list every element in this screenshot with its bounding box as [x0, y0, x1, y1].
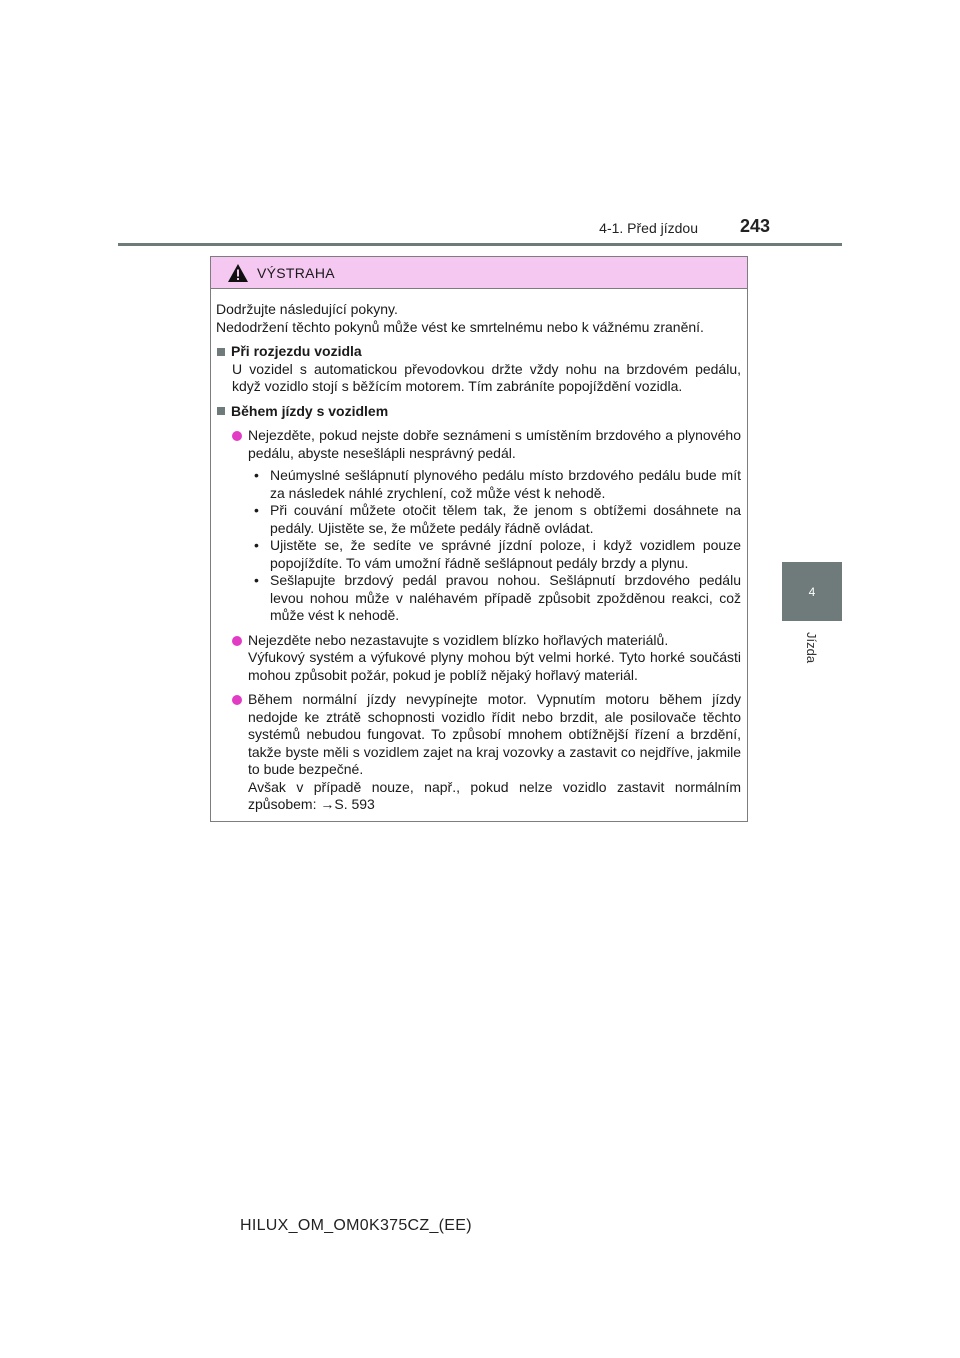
warning-header [211, 257, 747, 289]
chapter-tab [782, 562, 842, 621]
intro-line: Dodržujte následující pokyny. [216, 301, 398, 317]
square-bullet-icon [217, 348, 225, 356]
warning-box [210, 256, 748, 822]
sub-list-item [252, 572, 741, 625]
sub-item-text: Ujistěte se, že sedíte ve správné jízdní poloze, i když vozidlem pouze popojíždíte. To vám umožní řádně sešlápnout pedály brzdy a plynu. [270, 537, 741, 571]
header-divider [118, 243, 842, 246]
section-heading [216, 343, 741, 361]
square-bullet-icon [217, 407, 225, 415]
circle-bullet-icon [232, 636, 242, 646]
sub-list-item [252, 467, 741, 502]
sub-item-text: Při couvání můžete otočit tělem tak, že jenom s obtížemi dosáhnete na pedály. Ujistěte se, že můžete pedály řádně ovládat. [270, 502, 741, 536]
dot-bullet-icon: • [254, 572, 259, 588]
dot-bullet-icon: • [254, 502, 259, 518]
sub-list-item [252, 537, 741, 572]
circle-bullet-icon [232, 431, 242, 441]
warning-title: VÝSTRAHA [257, 264, 335, 281]
intro-line: Nedodržení těchto pokynů může vést ke smrtelnému nebo k vážnému zranění. [216, 318, 704, 335]
sub-list-item [252, 502, 741, 537]
page-number: 243 [740, 216, 771, 236]
chapter-label: Jízda [804, 632, 819, 664]
warning-body [211, 289, 747, 814]
section-heading-text: Během jízdy s vozidlem [231, 402, 389, 419]
section-title: 4-1. Před jízdou [599, 220, 698, 236]
list-item-line: Během normální jízdy nevypínejte motor. Vypnutím motoru během jízdy nedojde ke ztrátě schopnosti vozidlo řídit nebo brzdit, ale posilovače těchto systémů nebudou fungovat. To způsobí mnohem obtížnější řízení a brzdění, takže byste měli s vozidlem zajet na kraj vozovky a zastavit co nejdříve, jakmile to bude bezpečné. [248, 691, 741, 777]
dot-bullet-icon: • [254, 537, 259, 553]
sub-item-text: Neúmyslné sešlápnutí plynového pedálu místo brzdového pedálu bude mít za následek náhlé zrychlení, což může vést k nehodě. [270, 467, 741, 501]
section-heading-text: Při rozjezdu vozidla [231, 343, 362, 359]
list-item [216, 632, 741, 685]
list-item-line: Výfukový systém a výfukové plyny mohou být velmi horké. Tyto horké součásti mohou způsobit požár, pokud je poblíž nějaký hořlavý materiál. [248, 649, 741, 683]
warning-triangle-icon [227, 263, 249, 283]
sub-item-text: Sešlapujte brzdový pedál pravou nohou. Sešlápnutí brzdového pedálu levou nohou může v naléhavém případě způsobit zpožděnou reakci, což může vést k nehodě. [270, 572, 741, 623]
list-item-text [248, 632, 741, 685]
dot-bullet-icon: • [254, 467, 259, 483]
list-item [216, 691, 741, 814]
list-item [216, 427, 741, 462]
section-heading [216, 403, 741, 421]
list-item-line: Nejezděte nebo nezastavujte s vozidlem blízko hořlavých materiálů. [248, 631, 669, 648]
section-text: U vozidel s automatickou převodovkou držte vždy nohu na brzdovém pedálu, když vozidlo stojí s běžícím motorem. Tím zabráníte popojíždění vozidla. [232, 360, 741, 394]
document-code: HILUX_OM_OM0K375CZ_(EE) [240, 1217, 472, 1234]
list-item-line: Avšak v případě nouze, např., pokud nelze vozidlo zastavit normálním způsobem: →S. 593 [248, 778, 741, 812]
circle-bullet-icon [232, 695, 242, 705]
sub-list [216, 467, 741, 625]
list-item-text [248, 691, 741, 814]
list-item-text: Nejezděte, pokud nejste dobře seznámeni s umístěním brzdového a plynového pedálu, abyste nesešlápli nesprávný pedál. [248, 427, 741, 461]
chapter-number: 4 [808, 584, 816, 599]
